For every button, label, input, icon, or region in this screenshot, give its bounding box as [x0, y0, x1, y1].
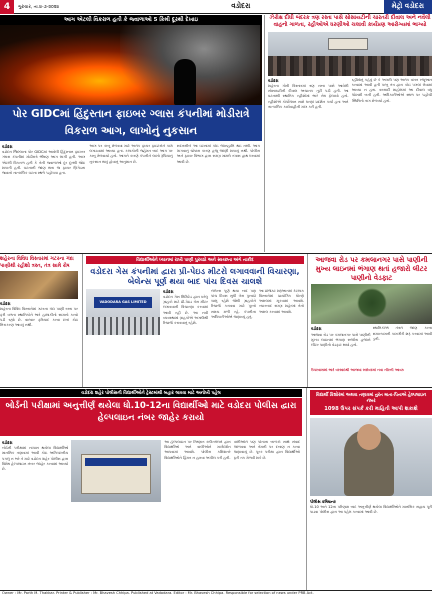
fire-text-2: આગ પર કાબૂ મેળવવા માટે અનેક ફાયર ફાઇટરોને કામે લગાડવામાં આવ્યા હતા. કલાકોની જહેમત બાદ આગ પર કાબૂ મેળવાયો હતો. આગને કારણે કંપનીને લાખો રૂપિયાનું નુકસાન થયું હોવાનું અનુમાન છે. — [89, 144, 173, 164]
mid-left-byline: વડોદરા — [0, 301, 11, 307]
mid-left-story — [0, 256, 78, 386]
mid-center-text-3: આ પ્રોજેક્ટ શરૂઆતમાં કેટલાક વિસ્તારોમાં પ્રાયોગિક ધોરણે અમલમાં મૂકવામાં આવશે. ત્યારબાદ સમગ્ર શહેરમાં તેનો અમલ કરવામાં આવશે. — [259, 288, 304, 314]
helpline-text: વિદ્યાર્થી કિશોરમાં અથવા તણાવમાં તુરંત માતા-પિતાએ હેલ્પલાઇન નંબર — [315, 393, 427, 404]
mid-center-text-1: વડોદરા ગેસ લિમિટેડ દ્વારા ઘરેલુ ગ્રાહકો માટે પ્રી-પેઇડ ગેસ મીટર લગાવવાની વિચારણા કરવામાં આવી રહી છે. આ નવી વ્યવસ્થામાં ગ્રાહકોએ અગાઉથી રિચાર્જ કરાવવાનું રહેશે. — [163, 295, 208, 326]
mid-right-story — [311, 256, 432, 387]
mid-right-columns — [311, 326, 432, 366]
officer-caption: પોલીસ કમિશનર — [310, 499, 336, 504]
masthead — [0, 0, 432, 14]
mid-right-column-1 — [311, 326, 371, 366]
mid-center-columns — [163, 289, 304, 377]
lower-column-2 — [164, 440, 230, 588]
fire-column-1 — [2, 144, 85, 202]
lower-column-1 — [2, 440, 68, 588]
top-right-headline: ઝેરોક્ષ દીધી બંદરક ત્રણ રસ્તા પાસે સોસાયટીની ચારતરી દીવાલ અને નવેંલી વાહનો ગાળતા, રહીઓએ ધરણીઓ ચલાવી કાર્યપ્રણ આરોગ્યમાં ભાગ્યો — [269, 15, 431, 29]
mid-center-body — [86, 289, 304, 377]
gas-office-photo — [86, 289, 160, 335]
mid-right-byline: વડોદરા — [311, 326, 322, 332]
fire-text-3: સદનસીબે આ ઘટનામાં કોઇ જાનહાનિ થઇ નથી. આગ લાગવાનું ચોક્કસ કારણ હજુ જાણી શકાયું નથી. પોલીસ અને ફાયર વિભાગ દ્વારા સમગ્ર મામલે તપાસ હાથ ધરવામાં આવી છે. — [176, 144, 260, 164]
fire-story — [0, 15, 262, 204]
section-title: વડોદરા — [231, 2, 251, 10]
mid-center-kicker: વિદ્યાર્થીઓને ધ્યાનમાં રાખી પાણી પુરવઠો અને સ્વચ્છતા અંગે તાકીદ — [86, 256, 304, 264]
fire-kicker: આગ એટલી વિકરાળ હતી કે જ્વાળાઓ 5 કિમી દૂરથી દેખાઇ — [0, 15, 262, 25]
mid-left-text: શહેરના વિવિધ વિસ્તારોમાં ગટરના ગંદા પાણી રસ્તા પર ફરી વળતા સ્થાનિકોને ભારે હાલાકીનો સામનો કરવો પડી રહ્યો છે. વારંવાર ફરિયાદ કરવા છતાં કોઇ નિરાકરણ આવ્યું નથી. — [0, 307, 78, 327]
lower-right-text-block — [310, 499, 432, 569]
mid-right-text-2: સ્થાનિકોએ તંત્રને જાણ કરતા સમારકામની કામગીરી શરૂ કરવામાં આવી હતી. — [372, 326, 432, 341]
top-right-text-1: શહેરના ગોત્રી વિસ્તારમાં ત્રણ રસ્તા પાસે આવેલી સોસાયટીની દીવાલ અચાનક તૂટી પડી હતી. આ ઘટનાથી સ્થાનિક રહીશોમાં ભારે રોષ ફેલાયો હતો. રહીશોએ કોર્પોરેશન સામે ધરણાં પ્રદર્શન કર્યા હતા અને તાત્કાલિક કાર્યવાહીની માંગ કરી હતી. — [268, 84, 349, 109]
gas-office-sign: VADODARA GAS LIMITED — [94, 297, 152, 308]
top-right-column-1 — [268, 78, 349, 254]
fire-headline: પોર GIDCમાં હિંદુસ્તાન ફાઇબર ગ્લાસ કંપનીમાં મોડીરાત્રે વિકરાળ આગ, લાખોનું નુકસાન — [0, 105, 262, 141]
mid-left-headline: શહેરના વિવિધ વિસ્તારમાં ગટરના ગંદા પાણીથી રહીશો ત્રસ્ત, તંત્ર સામે રોષ — [0, 256, 74, 269]
police-office-photo — [71, 440, 161, 502]
mid-center-headline: વડોદરા ગેસ કંપનીમાં દ્વારા પ્રી-પેઇડ મીટરો લગાવવાની વિચારણા, બેલેન્સ પૂર્ણ થયા બાદ પાંચ દિવસ ચાલશે — [90, 266, 300, 287]
lower-band — [0, 387, 432, 590]
lower-headline: બોર્ડની પરીક્ષામાં અનુત્તીર્ણ થયેલા ધો.10-12ના વિદ્યાર્થીઓ માટે વડોદરા પોલીસ દ્વારા હેલ્પલાઇન નંબર જાહેર કરાયો — [0, 398, 302, 436]
top-right-column-2 — [352, 78, 432, 254]
top-right-text-2: રહીશોનું કહેવું છે કે અગાઉ પણ અનેક વખત રજૂઆત કરવામાં આવી હતી પરંતુ તંત્ર દ્વારા કોઇ પગલાં લેવામાં આવ્યા ન હતા. વરસાદી માહોલમાં આ દીવાલ વધુ જોખમી બની હતી. અધિકારીઓએ સ્થળ પર પહોંચી સ્થિતિનો તાગ મેળવ્યો હતો. — [351, 77, 432, 103]
lower-kicker: વડોદરા શહેર પોલીસની વિદ્યાર્થીઓને ટ્રેસ્ટમાંથી બહાર લાવવા માટે અનોખી પહેલ — [0, 389, 302, 397]
middle-band — [0, 253, 432, 386]
lower-text-3: વાલીઓને પણ પોતાના બાળકો સાથે સંવાદ જાળવવા અને તેમની પર દબાણ ન કરવા જણાવાયું છે. પૂરક પરીક્ષા દ્વારા વિદ્યાર્થીઓ ફરી તક મેળવી શકે છે. — [233, 440, 300, 460]
top-right-photo — [268, 32, 432, 76]
mid-right-photo — [311, 284, 432, 324]
signboard-shape — [328, 38, 368, 50]
gate-shape — [86, 317, 160, 335]
lower-right-text-wrap — [310, 499, 432, 569]
mid-right-text-1: આજવા રોડ પર કમલાનગર પાસે પાણીની મુખ્ય લાઇનમાં ભંગાણ સર્જાતા હજારો લીટર પાણીનો વેડફાટ થયો હતો. — [311, 332, 371, 347]
officer-photo — [310, 418, 432, 496]
top-right-story — [264, 15, 432, 252]
fire-photo — [0, 25, 262, 105]
brand-logo: મેટ્રો વડોદરા — [384, 0, 432, 14]
lower-right-sidebar — [306, 388, 432, 591]
fire-column-2 — [89, 144, 172, 202]
fire-column-3 — [177, 144, 260, 202]
lower-right-text: ધો.10 અને 12ના પરિણામ બાદ અનુત્તીર્ણ થયેલા વિદ્યાર્થીઓને માનસિક સહાય પૂરી પાડવા પોલીસ દ્વારા આ પહેલ કરવામાં આવી છે. — [310, 505, 432, 515]
mid-center-byline: વડોદરા — [163, 288, 174, 294]
mid-left-photo — [0, 271, 78, 299]
lower-text-2: આ હેલ્પલાઇન પર નિષ્ણાત કાઉન્સેલરો દ્વારા વિદ્યાર્થીઓ અને વાલીઓને માર્ગદર્શન આપવામાં આવશે. પોલીસ કમિશનરે વિદ્યાર્થીઓને હિંમત ન હારવા અપીલ કરી હતી. — [164, 440, 231, 460]
fire-text-1: વડોદરા જિલ્લાના પોર GIDCમાં આવેલી હિંદુસ્તાન ફાઇબર ગ્લાસ કંપનીમાં મોડીરાત્રે ભીષણ આગ લાગી હતી. આગ એટલી વિકરાળ હતી કે તેની જ્વાળાઓ દૂર દૂરથી જોઇ શકાતી હતી. ઘટનાની જાણ થતા જ ફાયર બ્રિગેડના જવાનો તાત્કાલિક ઘટના સ્થળે પહોંચ્યા હતા. — [2, 150, 86, 176]
lower-column-3 — [234, 440, 300, 588]
mid-right-subhead: ઉપરવાસમાં ભારે વરસાદથી આજવા સરોવરમાં નવા નીરની આવક — [311, 368, 405, 373]
mid-right-column-2 — [373, 326, 432, 366]
person-silhouette — [174, 59, 196, 105]
mid-center-story — [82, 254, 308, 387]
dateline: ગુરુવાર, તા.૪-૭-૨૦૨૪ — [18, 4, 60, 10]
lower-text-1: બોર્ડની પરીક્ષામાં નાપાસ થયેલા વિદ્યાર્થીઓ માનસિક તણાવમાં આવી કોઇ અનિચ્છનીય પગલું ન ભરે તે માટે વડોદરા શહેર પોલીસ દ્વારા વિશેષ હેલ્પલાઇન નંબર જાહેર કરવામાં આવ્યો છે. — [2, 446, 69, 472]
fire-byline: વડોદરા — [2, 144, 13, 149]
crowd-shape — [268, 56, 432, 76]
mid-center-column-2 — [211, 289, 256, 377]
mid-right-headline: આજવા રોડ પર કમલાનગર પાસે પાણીની મુખ્ય લાઇનમાં ભંગાણ થતાં હજારો લીટર પાણીનો વેડફાટ — [315, 256, 428, 282]
fire-columns — [0, 141, 262, 204]
officer-face-shape — [357, 424, 381, 450]
mid-center-column-3 — [259, 289, 304, 377]
mid-center-column-1 — [163, 289, 208, 377]
lower-body — [0, 438, 302, 590]
helpline-number: 1098 ઉપર સંપર્ક કરી માહિતી આપી શકાશે — [324, 406, 418, 412]
tree-shape — [357, 288, 387, 318]
page-number: 4 — [0, 0, 14, 14]
imprint-footer: Owner : Mr. Parth M. Thakkar. Printer & Publisher : Mr. Bhavesh Chhipa. Published at Vadodara. Editor : Mr. Bhavesh Chhipa. Responsible for selection of news under PRB Act. — [0, 590, 432, 600]
mid-left-text-block — [0, 301, 78, 365]
top-right-columns — [268, 78, 432, 254]
top-right-byline: વડોદરા — [268, 77, 279, 83]
lower-byline: વડોદરા — [2, 440, 13, 445]
mid-center-text-2: બેલેન્સ પૂર્ણ થયા બાદ પણ પાંચ દિવસ સુધી ગેસ પુરવઠો ચાલુ રહેશે જેથી ગ્રાહકોને રિચાર્જ કરાવવા માટે પૂરતો સમય મળી રહે. કંપનીના અધિકારીઓએ જણાવ્યું હતું. — [211, 288, 256, 319]
banner-shape — [85, 458, 147, 466]
helpline-box — [310, 390, 432, 415]
